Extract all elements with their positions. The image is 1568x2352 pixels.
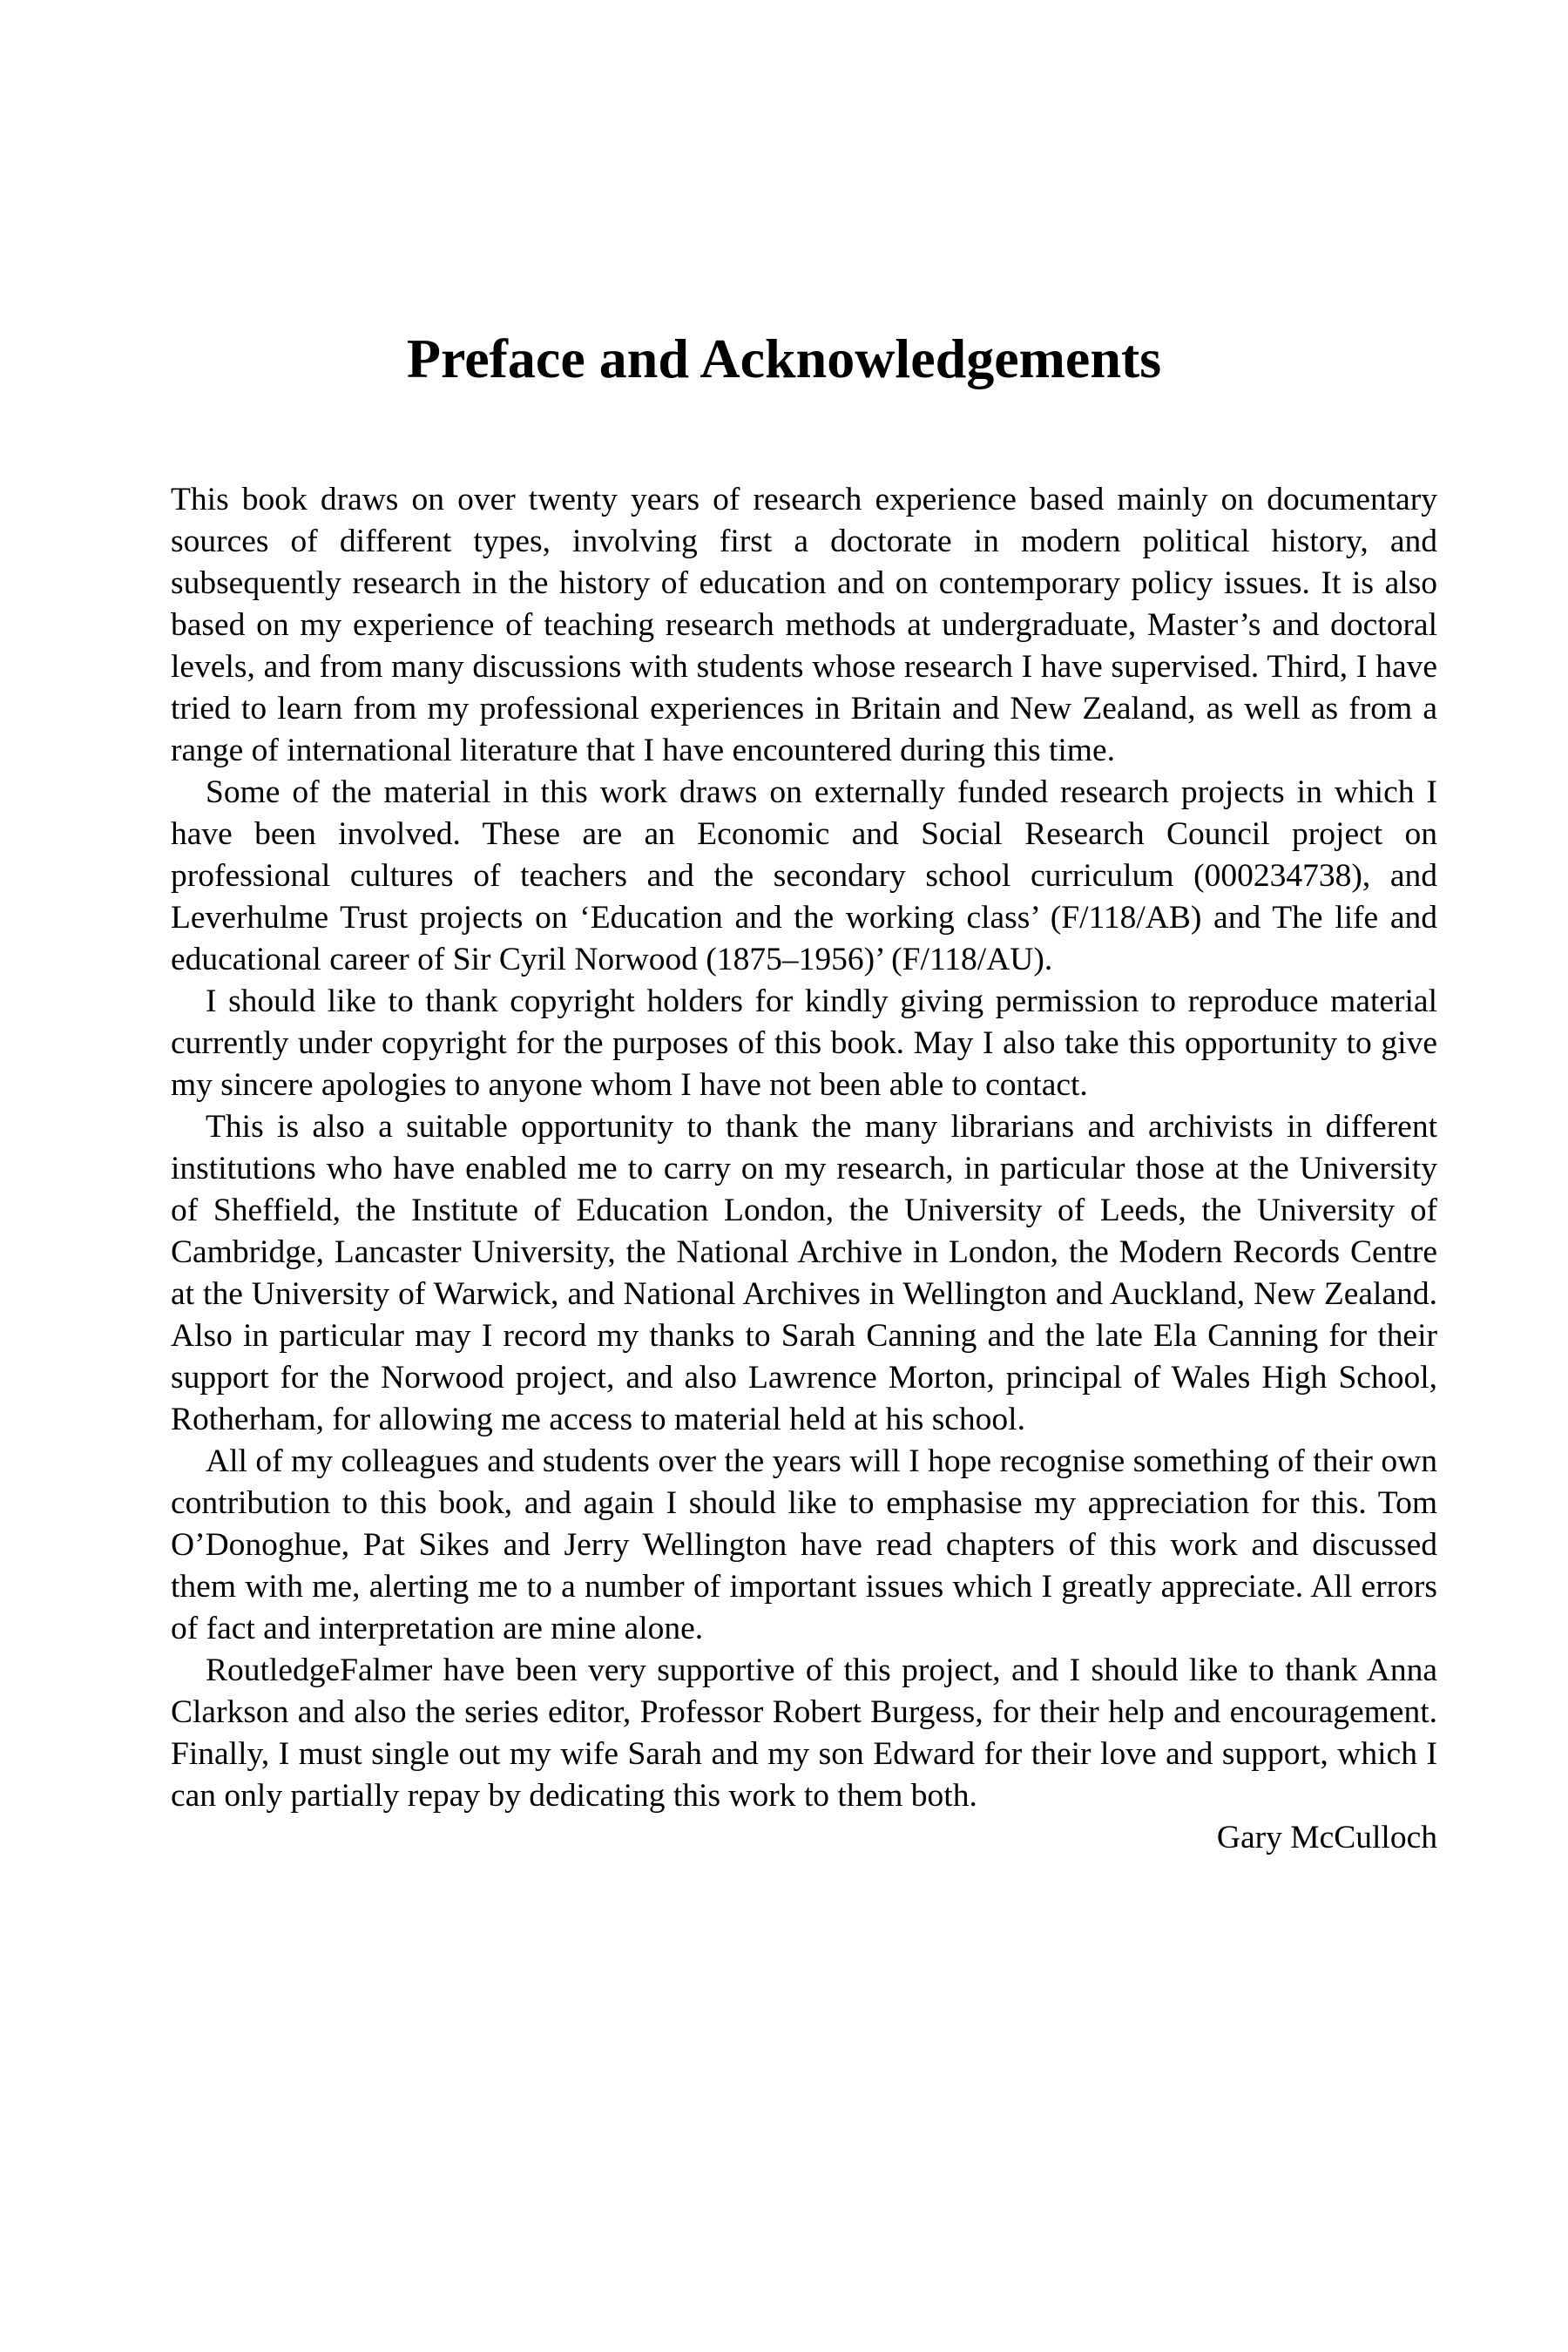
paragraph-3: I should like to thank copyright holders for kindly giving permission to reproduce material currently under copyright for the purposes of this book. May I also take this opportunity to give my sincere apologies to anyone whom I have not been able to contact. xyxy=(171,983,1437,1103)
paragraph-6: RoutledgeFalmer have been very supportive of this project, and I should like to thank Anna Clarkson and also the series editor, Professor Robert Burgess, for their help and encouragement. Finally, I must single out my wife Sarah and my son Edward for their love and support, which I can only partially repay by dedicating this work to them both. xyxy=(171,1652,1437,1814)
paragraph-1: This book draws on over twenty years of research experience based mainly on documentary sources of different types, involving first a doctorate in modern political history, and subsequently research in the history of education and on contemporary policy issues. It is also based on my experience of teaching research methods at undergraduate, Master’s and doctoral levels, and from many discussions with students whose research I have supervised. Third, I have tried to learn from my professional experiences in Britain and New Zealand, as well as from a range of international literature that I have encountered during this time. xyxy=(171,482,1437,768)
body-text xyxy=(171,479,1437,1859)
paragraph-4: This is also a suitable opportunity to thank the many librarians and archivists in different institutions who have enabled me to carry on my research, in particular those at the University of Sheffield, the Institute of Education London, the University of Leeds, the University of Cambridge, Lancaster University, the National Archive in London, the Modern Records Centre at the University of Warwick, and National Archives in Wellington and Auckland, New Zealand. Also in particular may I record my thanks to Sarah Canning and the late Ela Canning for their support for the Norwood project, and also Lawrence Morton, principal of Wales High School, Rotherham, for allowing me access to material held at his school. xyxy=(171,1109,1437,1437)
page-title: Preface and Acknowledgements xyxy=(406,328,1162,389)
paragraph-2: Some of the material in this work draws on externally funded research projects in which I have been involved. These are an Economic and Social Research Council project on professional cultures of teachers and the secondary school curriculum (000234738), and Leverhulme Trust projects on ‘Education and the working class’ (F/118/AB) and The life and educational career of Sir Cyril Norwood (1875–1956)’ (F/118/AU). xyxy=(171,774,1437,977)
author-signature: Gary McCulloch xyxy=(1216,1820,1437,1855)
paragraph-5: All of my colleagues and students over the years will I hope recognise something of their own contribution to this book, and again I should like to emphasise my appreciation for this. Tom O’Donoghue, Pat Sikes and Jerry Wellington have read chapters of this work and discussed them with me, alerting me to a number of important issues which I greatly appreciate. All errors of fact and interpretation are mine alone. xyxy=(171,1443,1437,1646)
